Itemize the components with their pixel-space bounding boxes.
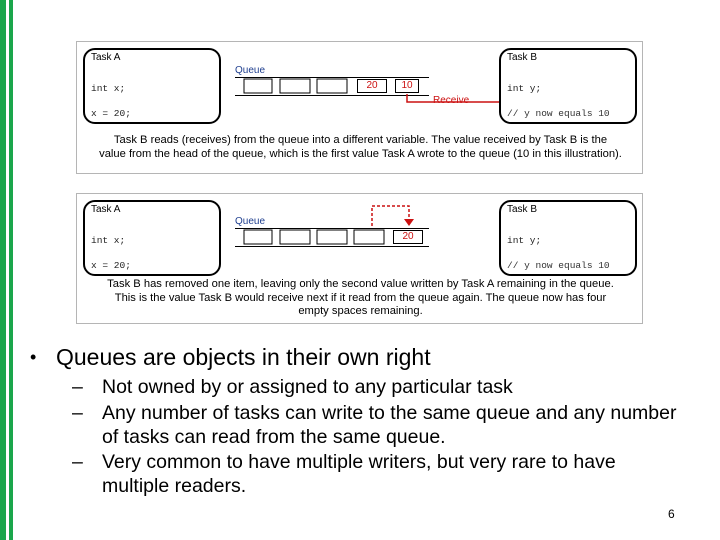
task-a-box bbox=[83, 48, 221, 124]
task-b-name: Task B bbox=[507, 52, 538, 63]
task-b-code-line1: int y; bbox=[507, 235, 542, 246]
figure2-caption bbox=[77, 278, 644, 319]
task-b-comment: // y now equals 10 bbox=[507, 108, 610, 119]
page-number: 6 bbox=[668, 507, 675, 521]
bullet-main bbox=[30, 344, 431, 371]
queue-label: Queue bbox=[235, 216, 266, 227]
sub-bullet bbox=[72, 402, 692, 449]
queue-cell-20: 20 bbox=[357, 79, 387, 93]
bullet-text: Queues are objects in their own right bbox=[56, 344, 431, 370]
queue-cell-20: 20 bbox=[393, 230, 423, 244]
task-a-name: Task A bbox=[91, 52, 121, 63]
bullet-symbol: • bbox=[30, 347, 37, 367]
caption-line: value from the head of the queue, which is the first value Task A wrote to the queue (10 in this illustration). bbox=[99, 147, 622, 160]
queue-cell-10: 10 bbox=[395, 79, 419, 93]
removal-arrow bbox=[367, 204, 417, 228]
task-b-name: Task B bbox=[507, 204, 538, 215]
task-b-comment: // y now equals 10 bbox=[507, 260, 610, 271]
task-a-code-line2: x = 20; bbox=[91, 260, 131, 271]
task-a-code-line1: int x; bbox=[91, 83, 126, 94]
sub-bullet-text: Very common to have multiple writers, but very rare to have multiple readers. bbox=[102, 451, 616, 497]
task-a-code-line1: int x; bbox=[91, 235, 126, 246]
task-a-name: Task A bbox=[91, 204, 121, 215]
queue-figure-after-removal bbox=[76, 193, 643, 324]
queue-bar bbox=[235, 228, 429, 247]
caption-line: empty spaces remaining. bbox=[298, 305, 423, 317]
sub-bullet bbox=[72, 451, 692, 498]
task-b-box bbox=[499, 48, 637, 124]
caption-line: Task B has removed one item, leaving only the second value written by Task A remaining in the queue. bbox=[107, 278, 614, 290]
task-a-box bbox=[83, 200, 221, 276]
sub-bullet-dash: – bbox=[72, 451, 83, 473]
queue-figure-receive bbox=[76, 41, 643, 174]
sub-bullet-text: Any number of tasks can write to the same queue and any number of tasks can read from the same queue. bbox=[102, 402, 677, 448]
sub-bullet-dash: – bbox=[72, 376, 83, 398]
sub-bullet-dash: – bbox=[72, 402, 83, 424]
task-a-code-line2: x = 20; bbox=[91, 108, 131, 119]
task-b-code-line1: int y; bbox=[507, 83, 542, 94]
caption-line: This is the value Task B would receive next if it read from the queue again. The queue now has four bbox=[114, 291, 607, 304]
sub-bullet-text: Not owned by or assigned to any particular task bbox=[102, 376, 513, 398]
figure1-caption bbox=[77, 134, 644, 161]
slide-accent-bar bbox=[0, 0, 13, 540]
caption-line: Task B reads (receives) from the queue into a different variable. The value received by Task B is the bbox=[113, 134, 608, 146]
sub-bullet bbox=[72, 376, 692, 400]
task-b-box bbox=[499, 200, 637, 276]
queue-label: Queue bbox=[235, 65, 266, 76]
receive-label: Receive bbox=[433, 95, 470, 106]
